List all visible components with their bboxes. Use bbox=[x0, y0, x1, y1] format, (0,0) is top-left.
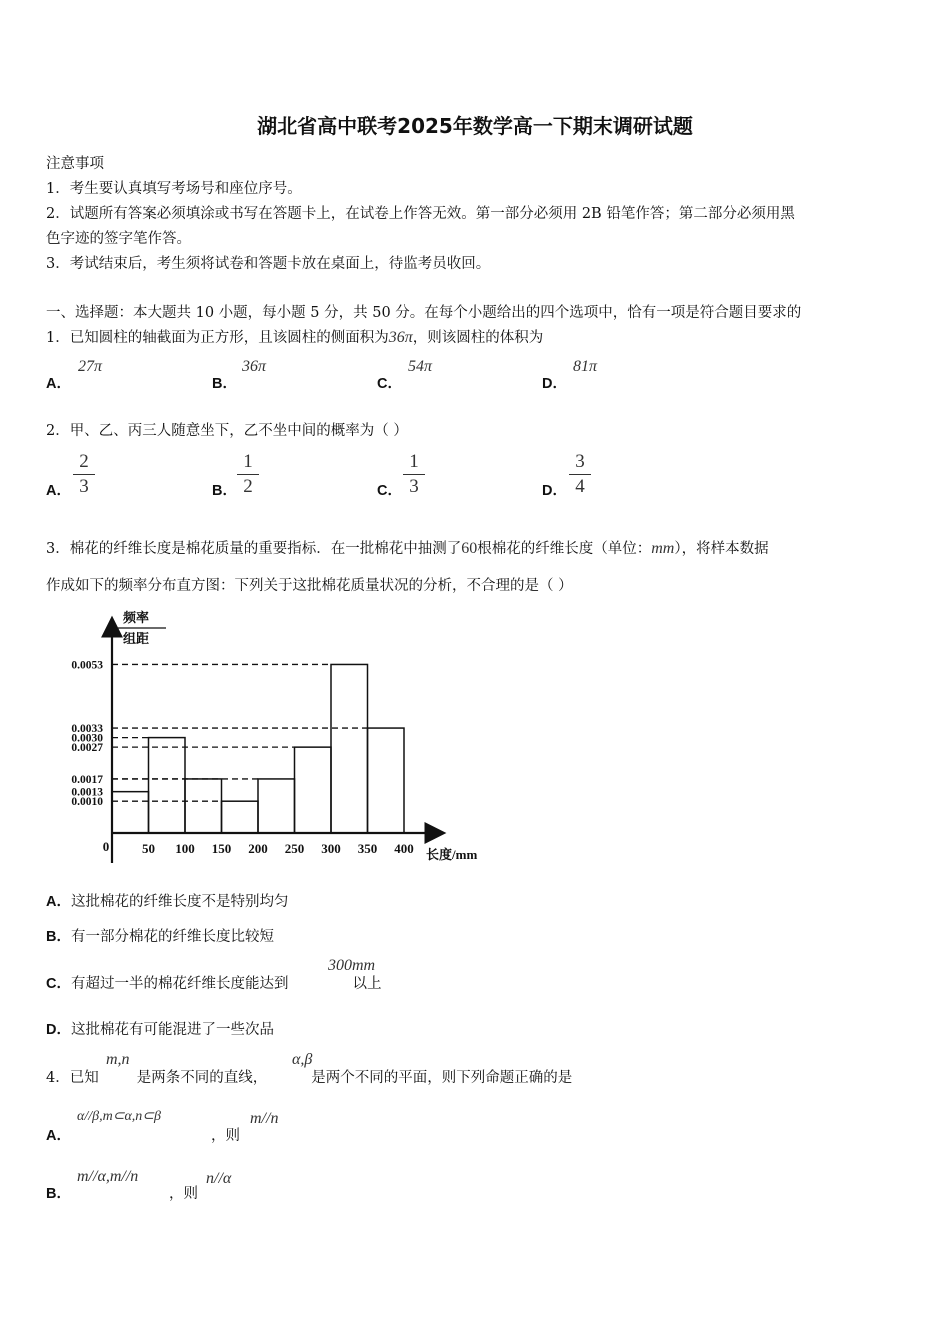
q1-text-b: ，则该圆柱的体积为 bbox=[412, 330, 544, 346]
q2-option-b-fraction bbox=[237, 452, 259, 497]
q1-math: 36π bbox=[388, 329, 413, 346]
q4-option-a[interactable] bbox=[46, 1124, 240, 1145]
x-tick-label: 250 bbox=[284, 841, 305, 856]
y-tick-label: 0.0017 bbox=[71, 773, 103, 786]
origin-label: 0 bbox=[102, 839, 110, 854]
y-label-denominator: 组距 bbox=[122, 631, 150, 646]
x-tick-label: 400 bbox=[394, 841, 414, 856]
option-label: B． bbox=[212, 483, 237, 499]
x-tick-label: 300 bbox=[321, 841, 341, 856]
histogram-bar bbox=[149, 738, 186, 833]
denominator: 4 bbox=[575, 476, 585, 497]
y-label-numerator: 频率 bbox=[122, 610, 150, 625]
y-tick-label: 0.0010 bbox=[71, 796, 103, 809]
x-tick-label: 150 bbox=[211, 841, 232, 856]
notice-item-2-cont: 色字迹的签字笔作答。 bbox=[46, 231, 191, 247]
option-label: A． bbox=[46, 376, 71, 392]
histogram-bar bbox=[222, 801, 259, 833]
notice-item-1: 1．考生要认真填写考场号和座位序号。 bbox=[46, 181, 302, 197]
question-1 bbox=[46, 326, 543, 347]
q1-option-a-value: 27π bbox=[78, 358, 103, 375]
q1-option-b[interactable] bbox=[212, 372, 237, 393]
fraction-bar bbox=[569, 474, 591, 475]
q4-option-a-conclusion: m//n bbox=[250, 1110, 279, 1127]
y-tick-label: 0.0013 bbox=[71, 786, 103, 799]
y-tick-label: 0.0027 bbox=[71, 742, 103, 755]
q3-text-c: ），将样本数据 bbox=[674, 541, 769, 557]
question-3-line-2: 作成如下的频率分布直方图：下列关于这批棉花质量状况的分析，不合理的是（ ） bbox=[46, 578, 573, 594]
q2-option-c-fraction bbox=[403, 452, 425, 497]
q1-option-b-value: 36π bbox=[242, 358, 267, 375]
q3-text-b: 根棉花的纤维长度（单位： bbox=[477, 541, 652, 557]
denominator: 2 bbox=[243, 476, 253, 497]
q4-math-lines: m,n bbox=[106, 1051, 130, 1068]
histogram-bar bbox=[295, 747, 332, 833]
notice-item-3: 3．考试结束后，考生须将试卷和答题卡放在桌面上，待监考员收回。 bbox=[46, 256, 491, 272]
x-axis-label: 长度/mm bbox=[426, 847, 478, 862]
q3-unit: mm bbox=[651, 540, 675, 557]
y-tick-label: 0.0033 bbox=[71, 723, 103, 736]
x-tick-label: 50 bbox=[142, 841, 155, 856]
x-tick-label: 350 bbox=[357, 841, 378, 856]
option-label: A． bbox=[46, 894, 71, 910]
question-4 bbox=[46, 1066, 572, 1087]
option-label: C． bbox=[377, 483, 402, 499]
numerator: 1 bbox=[243, 451, 253, 472]
q1-option-c[interactable] bbox=[377, 372, 402, 393]
q4-option-a-condition: α//β,m⊂α,n⊂β bbox=[77, 1109, 161, 1124]
numerator: 2 bbox=[79, 451, 89, 472]
q2-option-c[interactable] bbox=[377, 479, 402, 500]
option-text-a: 有超过一半的棉花纤维长度能达到 bbox=[70, 976, 289, 992]
q3-text-a: 3．棉花的纤维长度是棉花质量的重要指标．在一批棉花中抽测了 bbox=[46, 541, 462, 557]
option-label: D． bbox=[542, 376, 567, 392]
q3-option-d[interactable] bbox=[46, 1018, 274, 1039]
q4-math-planes: α,β bbox=[292, 1051, 313, 1068]
option-label: B． bbox=[212, 376, 237, 392]
q4-text-c: 是两个不同的平面，则下列命题正确的是 bbox=[311, 1070, 573, 1086]
denominator: 3 bbox=[79, 476, 89, 497]
histogram-bar bbox=[185, 779, 222, 833]
option-text: 这批棉花有可能混进了一些次品 bbox=[70, 1022, 274, 1038]
q3-option-c-math: 300mm bbox=[328, 957, 376, 974]
numerator: 3 bbox=[575, 451, 585, 472]
frequency-histogram bbox=[40, 600, 500, 870]
option-label: D． bbox=[542, 483, 567, 499]
fraction-bar bbox=[73, 474, 95, 475]
q1-option-c-value: 54π bbox=[408, 358, 433, 375]
q4-option-b-conclusion: n//α bbox=[206, 1170, 232, 1187]
q2-option-d-fraction bbox=[569, 452, 591, 497]
histogram-bar bbox=[368, 728, 405, 833]
option-label: D． bbox=[46, 1022, 71, 1038]
q4-text-b: 是两条不同的直线， bbox=[136, 1070, 268, 1086]
option-text: 有一部分棉花的纤维长度比较短 bbox=[70, 929, 274, 945]
option-text: 这批棉花的纤维长度不是特别均匀 bbox=[70, 894, 289, 910]
q1-text-a: 1．已知圆柱的轴截面为正方形，且该圆柱的侧面积为 bbox=[46, 330, 389, 346]
option-label: B． bbox=[46, 929, 71, 945]
option-label: A． bbox=[46, 483, 71, 499]
x-tick-label: 200 bbox=[248, 841, 268, 856]
q1-option-d-value: 81π bbox=[573, 358, 598, 375]
page-title: 湖北省高中联考2025年数学高一下期末调研试题 bbox=[257, 114, 693, 138]
option-then: ，则 bbox=[210, 1128, 240, 1144]
q2-option-a[interactable] bbox=[46, 479, 71, 500]
denominator: 3 bbox=[409, 476, 419, 497]
numerator: 1 bbox=[409, 451, 419, 472]
q3-option-b[interactable] bbox=[46, 925, 274, 946]
histogram-bar bbox=[112, 792, 149, 833]
option-text-b: 以上 bbox=[352, 976, 382, 992]
fraction-bar bbox=[403, 474, 425, 475]
option-then: ，则 bbox=[168, 1186, 198, 1202]
option-label: B． bbox=[46, 1186, 71, 1202]
q2-option-b[interactable] bbox=[212, 479, 237, 500]
q3-sample-count: 60 bbox=[461, 540, 478, 557]
q2-option-a-fraction bbox=[73, 452, 95, 497]
option-label: C． bbox=[46, 976, 71, 992]
notice-heading: 注意事项 bbox=[46, 156, 104, 172]
x-tick-label: 100 bbox=[175, 841, 195, 856]
q3-option-c[interactable] bbox=[46, 972, 381, 993]
q1-option-d[interactable] bbox=[542, 372, 567, 393]
question-2: 2．甲、乙、丙三人随意坐下，乙不坐中间的概率为（ ） bbox=[46, 423, 408, 439]
fraction-bar bbox=[237, 474, 259, 475]
option-label: A． bbox=[46, 1128, 71, 1144]
q2-option-d[interactable] bbox=[542, 479, 567, 500]
q4-option-b-condition: m//α,m//n bbox=[77, 1168, 139, 1185]
notice-item-2: 2．试题所有答案必须填涂或书写在答题卡上，在试卷上作答无效。第一部分必须用 2B 铅笔作答；第二部分必须用黑 bbox=[46, 206, 795, 222]
section-heading: 一、选择题：本大题共 10 小题，每小题 5 分，共 50 分。在每个小题给出的四个选项中，恰有一项是符合题目要求的 bbox=[46, 305, 802, 321]
y-tick-label: 0.0053 bbox=[71, 659, 103, 672]
histogram-bar bbox=[258, 779, 295, 833]
histogram-bar bbox=[331, 664, 368, 833]
q3-option-a[interactable] bbox=[46, 890, 288, 911]
question-3-line-1 bbox=[46, 537, 769, 558]
q4-text-a: 4．已知 bbox=[46, 1070, 99, 1086]
q1-option-a[interactable] bbox=[46, 372, 71, 393]
y-tick-label: 0.0030 bbox=[71, 732, 103, 745]
option-label: C． bbox=[377, 376, 402, 392]
